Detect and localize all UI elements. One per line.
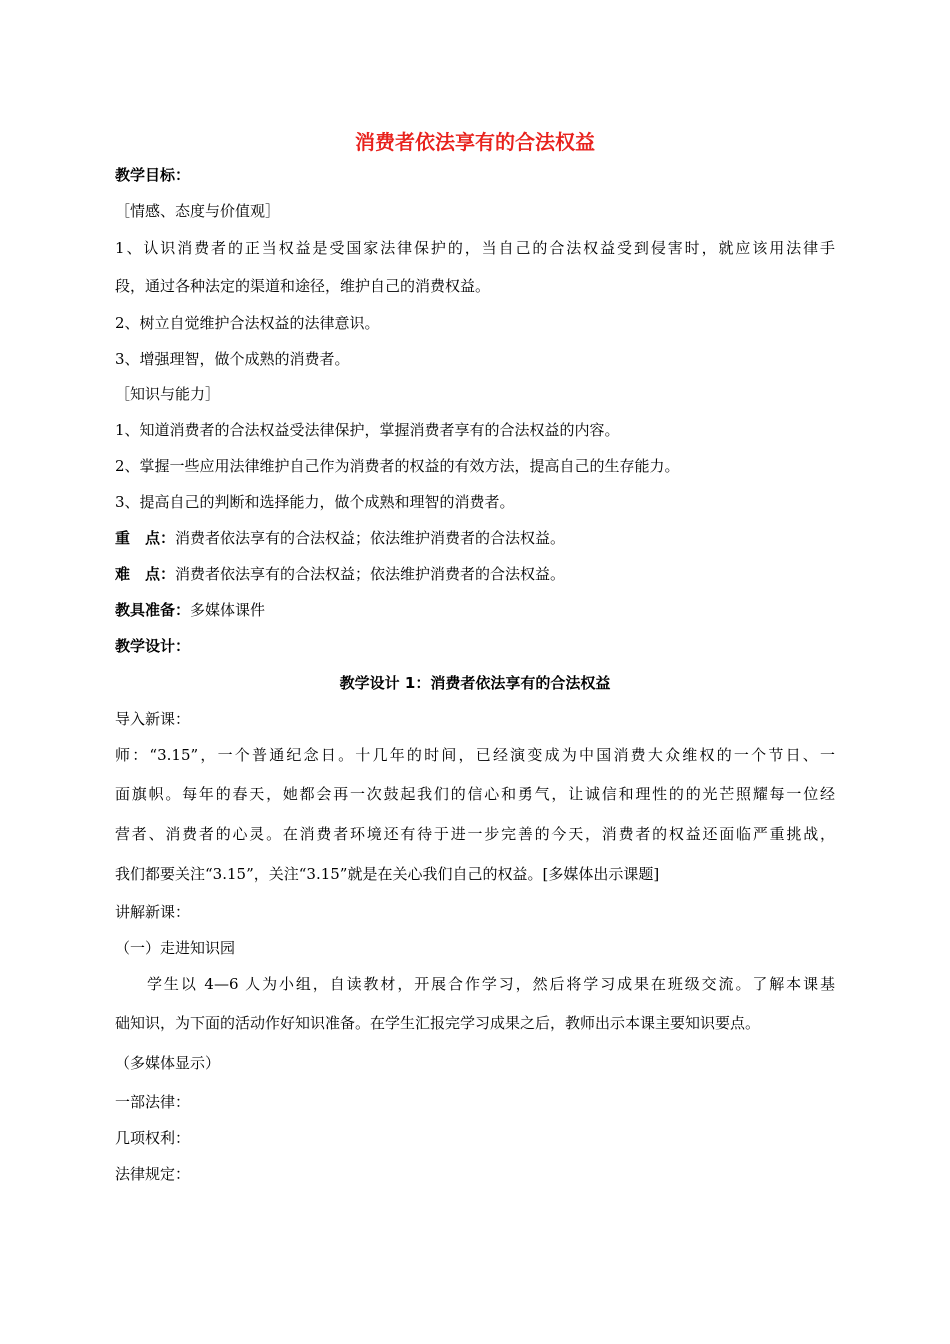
emotion-item-1a: 1、认识消费者的正当权益是受国家法律保护的，当自己的合法权益受到侵害时，就应该用法律手 (115, 239, 835, 257)
document-title: 消费者依法享有的合法权益 (355, 130, 595, 154)
knowledge-item-3: 3、提高自己的判断和选择能力，做个成熟和理智的消费者。 (115, 493, 515, 511)
key-point-text: 消费者依法享有的合法权益；依法维护消费者的合法权益。 (175, 529, 566, 547)
fill-item-regulations: 法律规定： (115, 1165, 191, 1183)
materials (115, 600, 265, 620)
intro-line-3: 营者、消费者的心灵。在消费者环境还有待于进一步完善的今天，消费者的权益还面临严重挑战， (115, 825, 835, 843)
key-point-label: 重 点： (115, 529, 176, 547)
key-point (115, 528, 565, 548)
difficult-point-label: 难 点： (115, 565, 176, 583)
fill-item-law: 一部法律： (115, 1093, 191, 1111)
design-heading: 教学设计： (115, 637, 191, 655)
emotion-item-2: 2、树立自觉维护合法权益的法律意识。 (115, 314, 380, 332)
knowledge-item-2: 2、掌握一些应用法律维护自己作为消费者的权益的有效方法，提高自己的生存能力。 (115, 457, 680, 475)
part-one-line-1: 学生以 4—6 人为小组，自读教材，开展合作学习，然后将学习成果在班级交流。了解本课基 (147, 975, 835, 993)
knowledge-item-1: 1、知道消费者的合法权益受法律保护，掌握消费者享有的合法权益的内容。 (115, 421, 620, 439)
intro-line-2: 面旗帜。每年的春天，她都会再一次鼓起我们的信心和勇气，让诚信和理性的的光芒照耀每一位经 (115, 785, 835, 803)
section-emotion: ［情感、态度与价值观］ (115, 202, 281, 220)
emotion-item-3: 3、增强理智，做个成熟的消费者。 (115, 350, 350, 368)
materials-label: 教具准备： (115, 601, 191, 619)
intro-line-4: 我们都要关注“3.15”，关注“3.15”就是在关心我们自己的权益。[多媒体出示课题] (115, 865, 660, 883)
difficult-point (115, 564, 565, 584)
emotion-item-1b: 段，通过各种法定的渠道和途径，维护自己的消费权益。 (115, 277, 491, 295)
materials-text: 多媒体课件 (190, 601, 266, 619)
explain-label: 讲解新课： (115, 903, 191, 921)
difficult-point-text: 消费者依法享有的合法权益；依法维护消费者的合法权益。 (175, 565, 566, 583)
section-knowledge: ［知识与能力］ (115, 385, 221, 403)
multimedia-note: （多媒体显示） (115, 1054, 221, 1072)
design-subtitle: 教学设计 1：消费者依法享有的合法权益 (339, 674, 611, 692)
fill-item-rights: 几项权利： (115, 1129, 191, 1147)
intro-label: 导入新课： (115, 710, 191, 728)
part-one-line-2: 础知识，为下面的活动作好知识准备。在学生汇报完学习成果之后，教师出示本课主要知识要点。 (115, 1014, 761, 1032)
intro-line-1: 师：“3.15”，一个普通纪念日。十几年的时间，已经演变成为中国消费大众维权的一个节日、一 (115, 746, 835, 764)
part-one-heading: （一）走进知识园 (115, 939, 236, 957)
goals-heading: 教学目标： (115, 166, 191, 184)
